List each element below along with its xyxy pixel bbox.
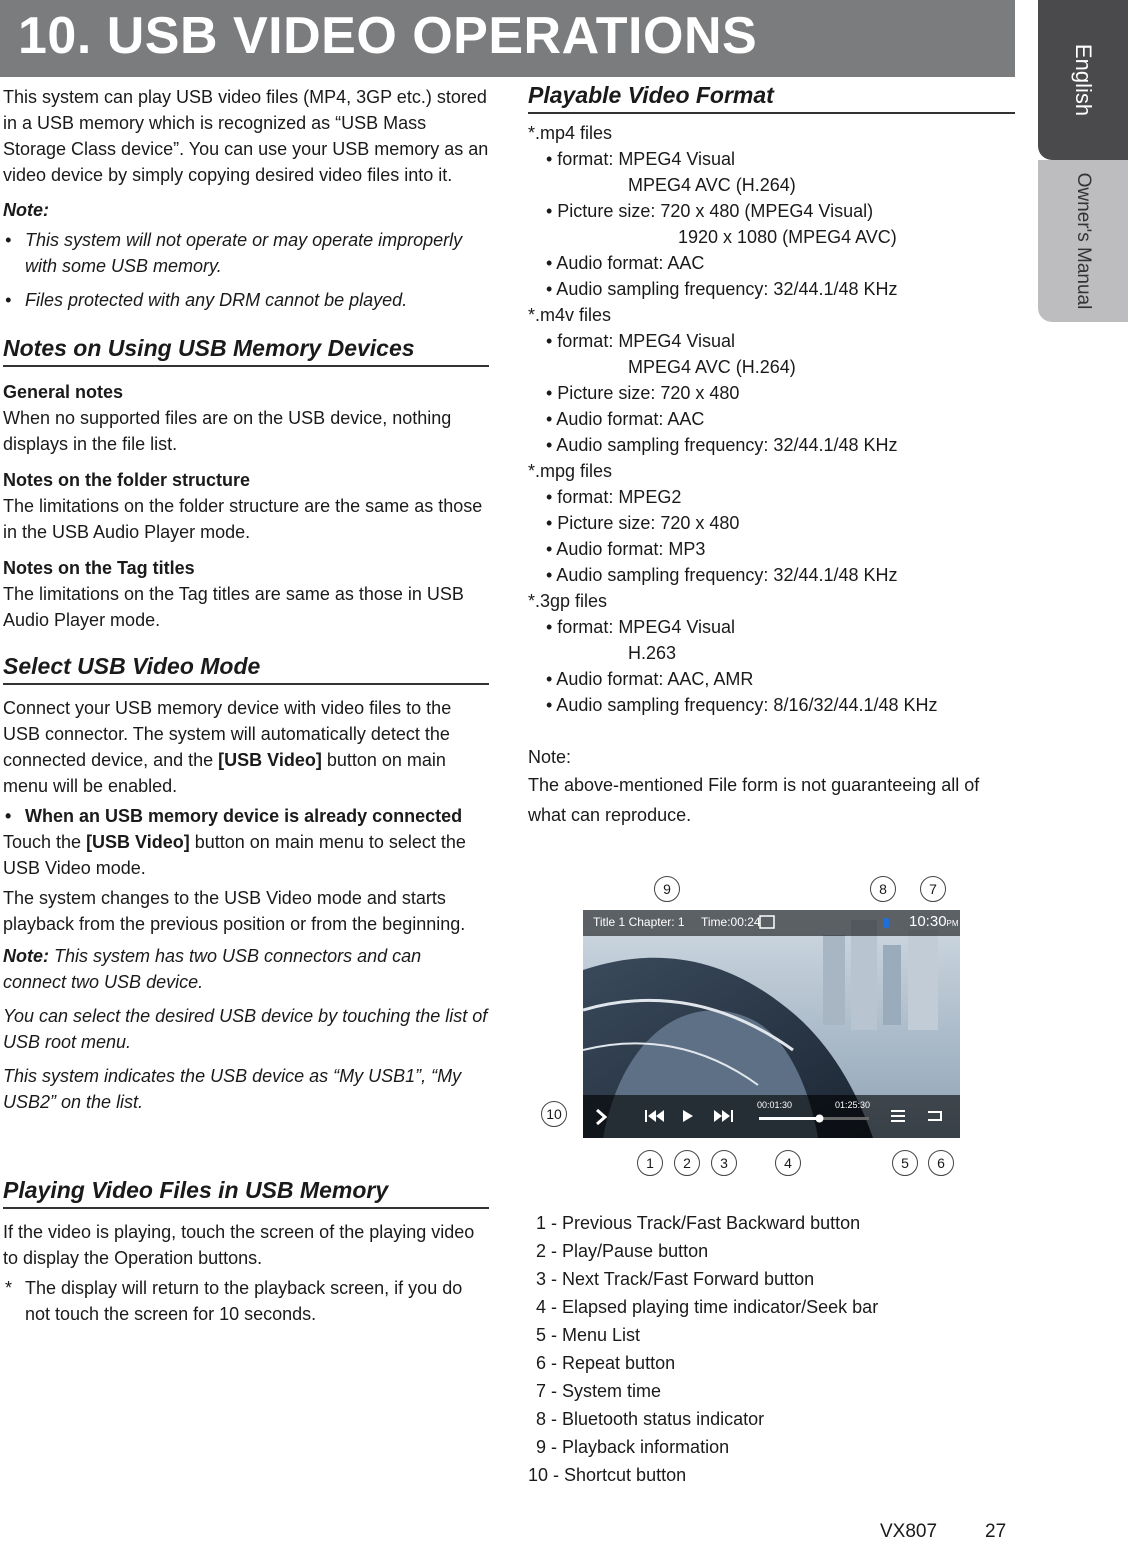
- callout-9: 9: [654, 876, 680, 902]
- mp4-sampling: • Audio sampling frequency: 32/44.1/48 KHz: [546, 279, 898, 299]
- legend-item: 1 - Previous Track/Fast Backward button: [536, 1213, 861, 1233]
- system-clock: 10:30PM: [909, 913, 959, 930]
- seek-bar-thumb[interactable]: [816, 1115, 824, 1123]
- legend-item: 6 - Repeat button: [536, 1353, 676, 1373]
- tab-owners-manual-label: Owner's Manual: [1073, 172, 1094, 310]
- note-bullet-2: • Files protected with any DRM cannot be played.: [3, 287, 489, 313]
- mpg-picture: • Picture size: 720 x 480: [546, 513, 740, 533]
- playback-time-info: Time:00:24: [701, 915, 761, 929]
- touch-instruction: Touch the [USB Video] button on main menu to select the USB Video mode.: [3, 832, 466, 878]
- m4v-format-2: MPEG4 AVC (H.264): [628, 357, 796, 377]
- callout-5: 5: [892, 1150, 918, 1176]
- callout-8: 8: [870, 876, 896, 902]
- footer-page-number: 27: [985, 1521, 1007, 1542]
- total-time: 01:25:30: [835, 1100, 871, 1110]
- legend-item: 8 - Bluetooth status indicator: [536, 1409, 765, 1429]
- format-list: [528, 120, 1015, 718]
- tab-english-label: English: [1071, 43, 1096, 117]
- legend-item: 7 - System time: [536, 1381, 662, 1401]
- callout-4: 4: [775, 1150, 801, 1176]
- note-label: Note:: [3, 200, 49, 220]
- format-note-text: The above-mentioned File form is not guaranteeing all of what can reproduce.: [528, 775, 980, 825]
- select-mode-heading: Select USB Video Mode: [3, 653, 489, 685]
- format-heading: Playable Video Format: [528, 82, 1015, 114]
- page-banner: [0, 0, 1015, 77]
- notes-heading: Notes on Using USB Memory Devices: [3, 335, 489, 367]
- legend-item: 4 - Elapsed playing time indicator/Seek bar: [536, 1297, 879, 1317]
- 3gp-sampling: • Audio sampling frequency: 8/16/32/44.1/48 KHz: [546, 695, 938, 715]
- legend-item: 9 - Playback information: [536, 1437, 730, 1457]
- m4v-format: • format: MPEG4 Visual: [546, 331, 736, 351]
- callout-10: 10: [541, 1101, 567, 1127]
- legend-item: 5 - Menu List: [536, 1325, 641, 1345]
- playing-text: If the video is playing, touch the screen of the playing video to display the Operation buttons.: [3, 1222, 475, 1268]
- usb-connector-note: Note: This system has two USB connectors and can connect two USB device.: [3, 946, 422, 992]
- mp4-format-2: MPEG4 AVC (H.264): [628, 175, 796, 195]
- left-column: [3, 84, 489, 1327]
- tag-titles-title: Notes on the Tag titles: [3, 558, 195, 578]
- general-notes-title: General notes: [3, 382, 124, 402]
- note-bullet-1: • This system will not operate or may operate improperly with some USB memory.: [3, 227, 489, 279]
- legend-item: 2 - Play/Pause button: [536, 1241, 709, 1261]
- usb-name-note: This system indicates the USB device as “My USB1”, “My USB2” on the list.: [3, 1066, 462, 1112]
- intro-paragraph: This system can play USB video files (MP4, 3GP etc.) stored in a USB memory which is recognized as “USB Mass Storage Class device”. You can use your USB memory as an video device by simply copying desired video files into it.: [3, 87, 489, 185]
- tag-titles-text: The limitations on the Tag titles are same as those in USB Audio Player mode.: [3, 584, 464, 630]
- select-mode-text: Connect your USB memory device with video files to the USB connector. The system will automatically detect the connected device, and the [USB Video] button on main menu will be enabled.: [3, 698, 452, 796]
- callout-7: 7: [920, 876, 946, 902]
- mp4-format: • format: MPEG4 Visual: [546, 149, 736, 169]
- callout-6: 6: [928, 1150, 954, 1176]
- general-notes-text: When no supported files are on the USB device, nothing displays in the file list.: [3, 408, 452, 454]
- playback-screen[interactable]: [583, 910, 960, 1138]
- callout-legend: [528, 1209, 1008, 1489]
- mp4-picture-2: 1920 x 1080 (MPEG4 AVC): [678, 227, 897, 247]
- elapsed-time: 00:01:30: [757, 1100, 793, 1110]
- playback-title-info: Title 1 Chapter: 1: [593, 915, 685, 929]
- m4v-picture: • Picture size: 720 x 480: [546, 383, 740, 403]
- legend-item: 3 - Next Track/Fast Forward button: [536, 1269, 815, 1289]
- footer-model: VX807: [880, 1521, 938, 1542]
- m4v-sampling: • Audio sampling frequency: 32/44.1/48 KHz: [546, 435, 898, 455]
- mpg-title: *.mpg files: [528, 461, 613, 481]
- tab-english: [1038, 0, 1128, 160]
- usb-root-menu-note: You can select the desired USB device by touching the list of USB root menu.: [3, 1006, 488, 1052]
- mpg-format: • format: MPEG2: [546, 487, 682, 507]
- m4v-title: *.m4v files: [528, 305, 612, 325]
- 3gp-audio: • Audio format: AAC, AMR: [546, 669, 754, 689]
- mpg-audio: • Audio format: MP3: [546, 539, 706, 559]
- mpg-sampling: • Audio sampling frequency: 32/44.1/48 KHz: [546, 565, 898, 585]
- format-note-label: Note:: [528, 747, 572, 767]
- callout-3: 3: [711, 1150, 737, 1176]
- bluetooth-icon: [883, 918, 889, 928]
- m4v-audio: • Audio format: AAC: [546, 409, 705, 429]
- 3gp-format: • format: MPEG4 Visual: [546, 617, 736, 637]
- playing-star-note: * The display will return to the playback screen, if you do not touch the screen for 10 seconds.: [3, 1275, 489, 1327]
- connected-bullet: • When an USB memory device is already connected: [3, 803, 489, 829]
- mode-change-text: The system changes to the USB Video mode and starts playback from the previous position or from the beginning.: [3, 888, 466, 934]
- folder-structure-title: Notes on the folder structure: [3, 470, 251, 490]
- callout-2: 2: [674, 1150, 700, 1176]
- 3gp-title: *.3gp files: [528, 591, 608, 611]
- mp4-audio: • Audio format: AAC: [546, 253, 705, 273]
- folder-structure-text: The limitations on the folder structure are the same as those in the USB Audio Player mode.: [3, 496, 483, 542]
- legend-item: 10 - Shortcut button: [528, 1465, 687, 1485]
- mp4-title: *.mp4 files: [528, 123, 613, 143]
- right-column: [528, 82, 1015, 830]
- page-title: 10. USB VIDEO OPERATIONS: [18, 7, 758, 65]
- playing-heading: Playing Video Files in USB Memory: [3, 1177, 489, 1209]
- tab-owners-manual: [1038, 160, 1128, 322]
- callout-1: 1: [637, 1150, 663, 1176]
- seek-bar-fill: [759, 1117, 820, 1120]
- mp4-picture: • Picture size: 720 x 480 (MPEG4 Visual): [546, 201, 874, 221]
- 3gp-format-2: H.263: [628, 643, 677, 663]
